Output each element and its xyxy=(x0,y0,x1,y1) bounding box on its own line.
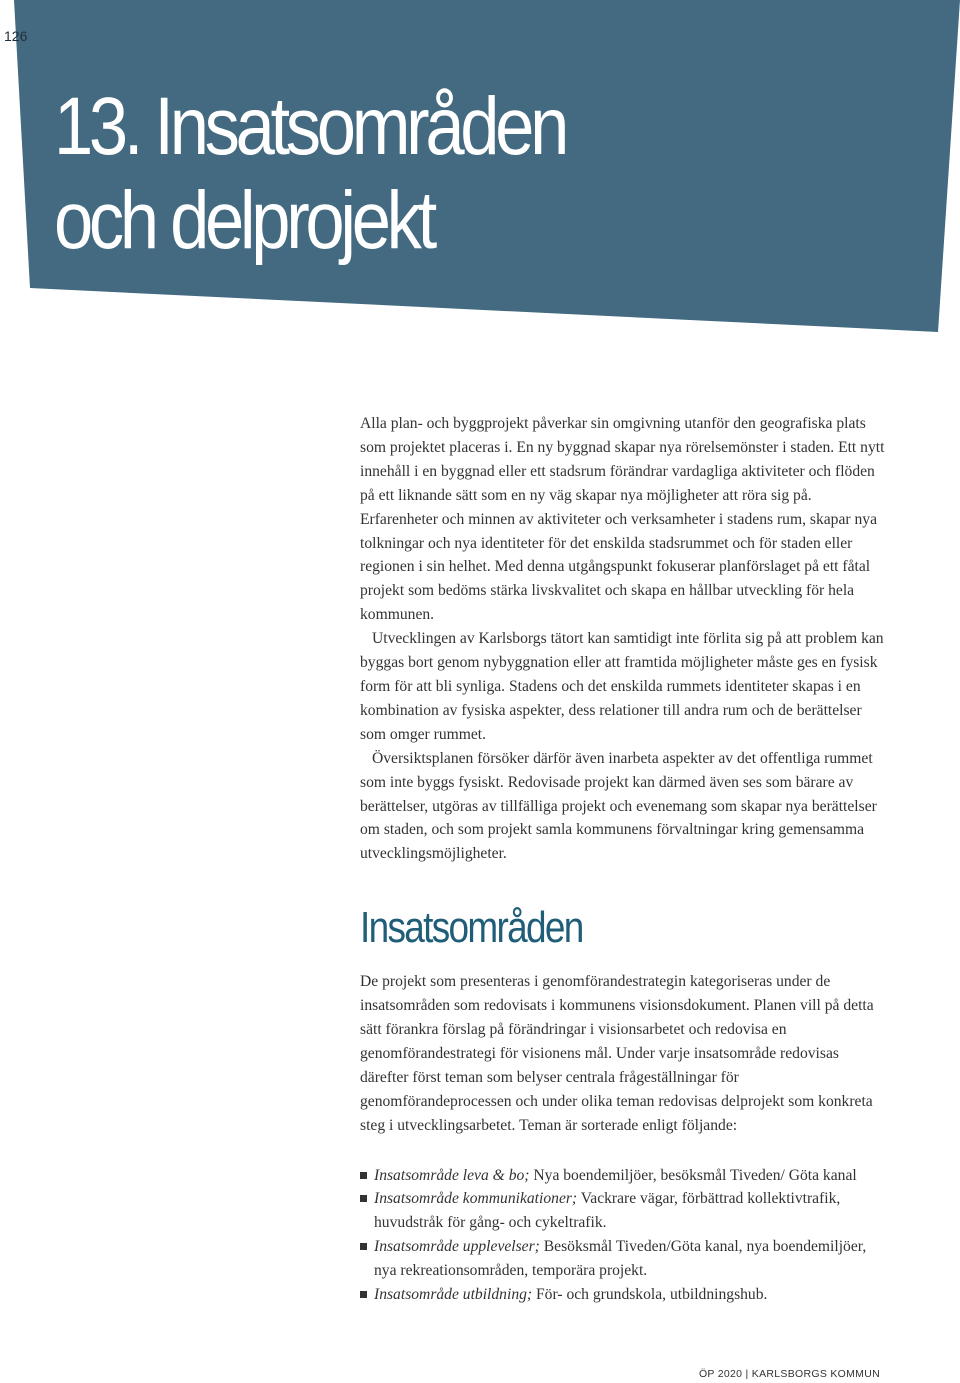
page-footer: ÖP 2020 | KARLSBORGS KOMMUN xyxy=(698,1368,880,1380)
list-item xyxy=(360,1283,890,1307)
list-item xyxy=(360,1235,890,1283)
bullet-square-icon xyxy=(360,1243,367,1250)
list-item xyxy=(360,1187,890,1235)
chapter-title xyxy=(54,80,565,268)
page-number: 126 xyxy=(4,28,28,44)
intro-paragraph-1: Alla plan- och byggprojekt påverkar sin omgivning utanför den geografiska plats som projektet placeras i. En ny byggnad skapar nya rörelsemönster i staden. Ett nytt innehåll i en byggnad eller ett stadsrum förändrar vardagliga aktiviteter och flöden på ett liknande sätt som en ny väg skapar nya möjligheter att röra sig på. Erfarenheter och minnen av aktiviteter och verksamheter i stadens rum, skapar nya tolkningar och nya identiteter för det enskilda stadsrummet och för staden eller regionen i sin helhet. Med denna utgångspunkt fokuserar planförslaget på ett fåtal projekt som bedöms stärka livskvalitet och skapa en hållbar utveckling för hela kommunen. xyxy=(360,415,885,624)
section-paragraph: De projekt som presenteras i genomförandestrategin kategoriseras under de insatsområden som redovisats i kommunens visionsdokument. Planen vill på detta sätt förankra förslag på förändringar i visionsarbetet och redovisa en genomförandestrategi för visionens mål. Under varje insatsområde redovisas därefter först teman som belyser centrala frågeställningar för genomförandeprocessen och under olika teman redovisas delprojekt som konkreta steg i utvecklingsarbetet. Teman är sorterade enligt följande: xyxy=(360,973,874,1134)
bullet-square-icon xyxy=(360,1291,367,1298)
list-item-label: Insatsområde utbildning; xyxy=(374,1286,533,1304)
bullet-square-icon xyxy=(360,1195,367,1202)
bullet-square-icon xyxy=(360,1172,367,1179)
body-content xyxy=(360,412,890,1307)
list-item-label: Insatsområde kommunikationer; xyxy=(374,1190,578,1208)
intro-paragraph-3: Översiktsplanen försöker därför även inarbeta aspekter av det offentliga rummet som inte byggs fysiskt. Redovisade projekt kan därmed även ses som bärare av berättelser, utgöras av tillfälliga projekt och evenemang som skapar nya berättelser om staden, och som projekt samla kommunens förvaltningar kring gemensamma utvecklingsmöjligheter. xyxy=(360,749,877,863)
chapter-title-line-2: och delprojekt xyxy=(54,175,433,266)
list-item-label: Insatsområde upplevelser; xyxy=(374,1238,540,1256)
list-item-text: Nya boendemiljöer, besöksmål Tiveden/ Göta kanal xyxy=(529,1166,857,1184)
list-item xyxy=(360,1164,890,1188)
list-item-label: Insatsområde leva & bo; xyxy=(374,1166,530,1184)
section-heading: Insatsområden xyxy=(360,903,583,953)
list-item-text: Besöksmål Tiveden/Göta kanal, nya boendemiljöer, nya rekreationsområden, temporära projekt. xyxy=(374,1238,867,1280)
chapter-title-line-1: 13. Insatsområden xyxy=(54,81,566,172)
list-item-text: För- och grundskola, utbildningshub. xyxy=(532,1286,768,1304)
list-item-text: Vackrare vägar, förbättrad kollektivtrafik, huvudstråk för gång- och cykeltrafik. xyxy=(374,1190,841,1232)
focus-area-list xyxy=(360,1164,890,1307)
intro-paragraph-2: Utvecklingen av Karlsborgs tätort kan samtidigt inte förlita sig på att problem kan byggas bort genom nybyggnation eller att framtida möjligheter måste ges en fysisk form för att bli synliga. Stadens och det enskilda rummets identiteter skapas i en kombination av fysiska aspekter, dess relationer till andra rum och de berättelser som omger rummet. xyxy=(360,630,884,743)
